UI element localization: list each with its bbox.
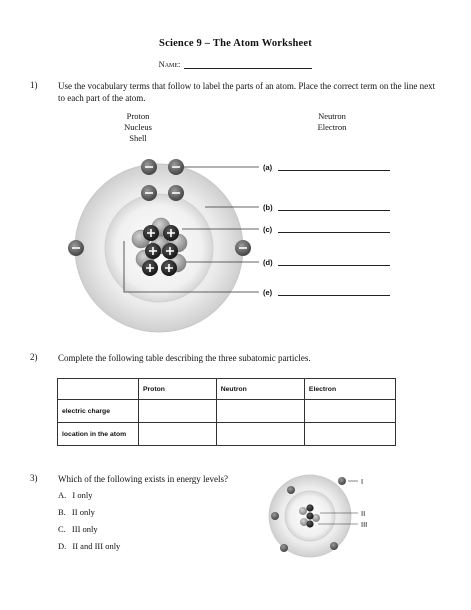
row-label-location: location in the atom bbox=[58, 423, 139, 446]
choice-a-letter: A. bbox=[58, 490, 67, 500]
column-header-neutron: Neutron bbox=[216, 379, 304, 400]
small-electron bbox=[271, 512, 279, 520]
vocab-term-electron: Electron bbox=[317, 122, 347, 132]
small-electron bbox=[338, 477, 346, 485]
q1-number: 1) bbox=[30, 80, 38, 90]
small-electron bbox=[280, 544, 288, 552]
answer-line-b[interactable] bbox=[278, 210, 390, 211]
vocab-term-shell: Shell bbox=[129, 133, 147, 143]
choice-b-letter: B. bbox=[58, 507, 66, 517]
small-electron bbox=[287, 486, 295, 494]
particles-table bbox=[57, 378, 396, 446]
label-b: (b) bbox=[263, 203, 273, 212]
name-label: Name: bbox=[158, 59, 181, 69]
answer-cell[interactable] bbox=[304, 400, 395, 423]
answer-line-a[interactable] bbox=[278, 170, 390, 171]
vocab-term-neutron: Neutron bbox=[318, 111, 346, 121]
small-atom-diagram bbox=[269, 475, 358, 557]
choice-b-text: II only bbox=[71, 507, 95, 517]
table-row bbox=[58, 423, 396, 446]
small-label-i: I bbox=[361, 477, 364, 486]
small-proton bbox=[306, 504, 313, 511]
label-c: (c) bbox=[263, 225, 273, 234]
choice-a[interactable] bbox=[58, 490, 92, 500]
answer-cell[interactable] bbox=[139, 423, 217, 446]
column-header-electron: Electron bbox=[304, 379, 395, 400]
label-e: (e) bbox=[263, 288, 273, 297]
answer-cell[interactable] bbox=[216, 400, 304, 423]
choice-c-letter: C. bbox=[58, 524, 66, 534]
vocab-term-nucleus: Nucleus bbox=[124, 122, 152, 132]
choice-d-letter: D. bbox=[58, 541, 67, 551]
row-label-charge: electric charge bbox=[58, 400, 139, 423]
small-neutron bbox=[299, 507, 307, 515]
q3-text: Which of the following exists in energy levels? bbox=[58, 474, 229, 484]
answer-line-e[interactable] bbox=[278, 295, 390, 296]
choice-c-text: III only bbox=[71, 524, 98, 534]
small-proton bbox=[306, 512, 313, 519]
worksheet-title: Science 9 – The Atom Worksheet bbox=[159, 38, 312, 49]
small-label-ii: II bbox=[361, 509, 366, 518]
choice-d-text: II and III only bbox=[72, 541, 121, 551]
small-electron bbox=[330, 542, 338, 550]
q2-number: 2) bbox=[30, 352, 38, 362]
small-label-iii: III bbox=[361, 520, 368, 529]
q1-text: Use the vocabulary terms that follow to label the parts of an atom. Place the correct term on the line next to each part of the atom. bbox=[58, 81, 436, 103]
answer-line-c[interactable] bbox=[278, 232, 390, 233]
choice-a-text: I only bbox=[72, 490, 93, 500]
small-proton bbox=[306, 520, 313, 527]
table-header-row bbox=[58, 379, 396, 400]
table-row bbox=[58, 400, 396, 423]
answer-line-d[interactable] bbox=[278, 265, 390, 266]
choice-c[interactable] bbox=[58, 524, 98, 534]
choice-d[interactable] bbox=[58, 541, 120, 551]
label-d: (d) bbox=[263, 258, 273, 267]
q2-text: Complete the following table describing the three subatomic particles. bbox=[58, 353, 311, 363]
answer-cell[interactable] bbox=[139, 400, 217, 423]
label-a: (a) bbox=[263, 163, 273, 172]
vocab-term-proton: Proton bbox=[126, 111, 150, 121]
choice-b[interactable] bbox=[58, 507, 95, 517]
answer-cell[interactable] bbox=[304, 423, 395, 446]
table-corner-cell bbox=[58, 379, 139, 400]
answer-cell[interactable] bbox=[216, 423, 304, 446]
column-header-proton: Proton bbox=[139, 379, 217, 400]
q3-number: 3) bbox=[30, 473, 38, 483]
